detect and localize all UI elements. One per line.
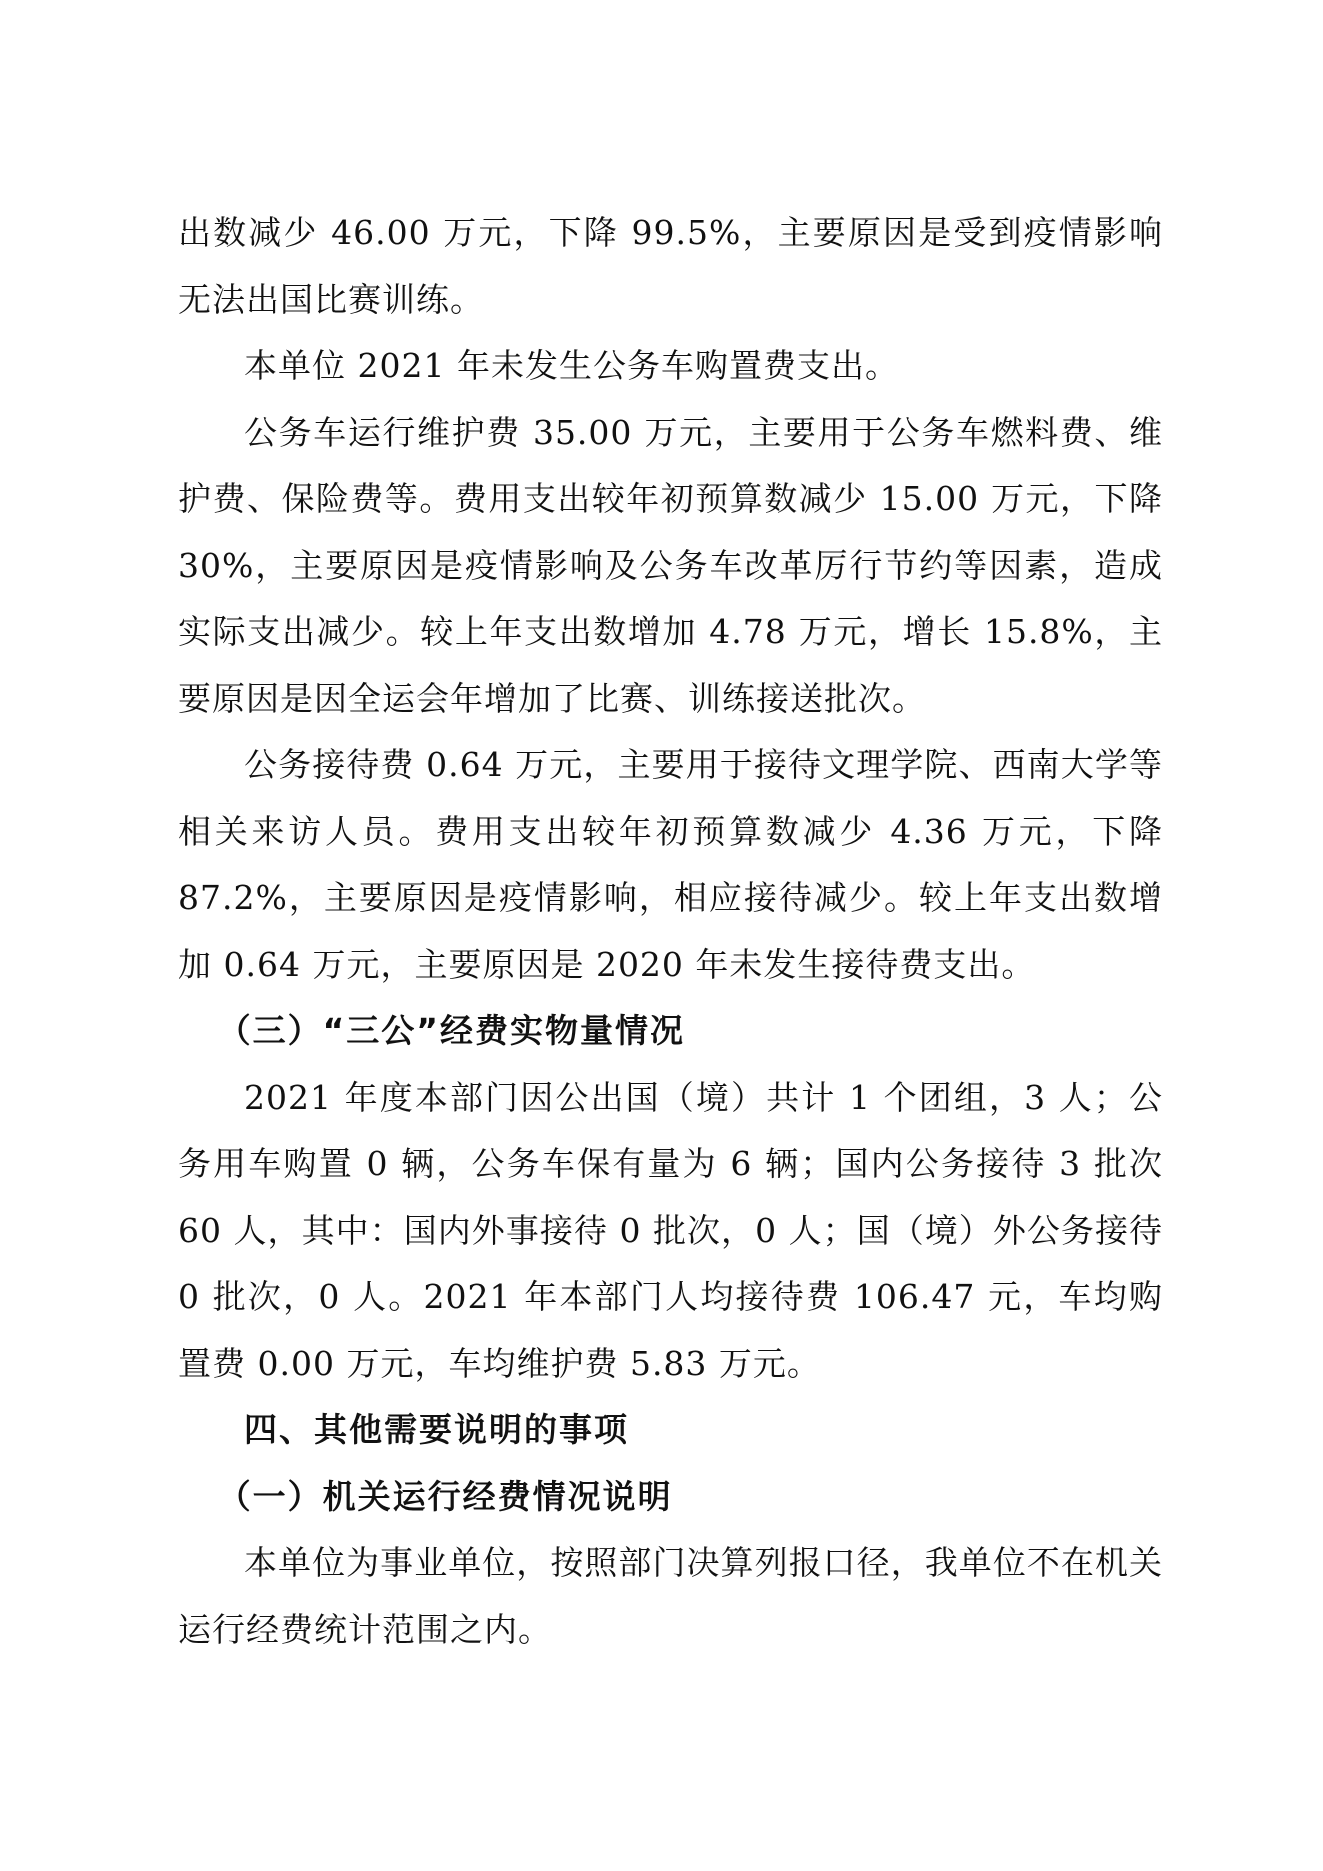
subheading-physical-quantity: （三）“三公”经费实物量情况 <box>217 1011 685 1050</box>
paragraph-continued: 出数减少 46.00 万元，下降 99.5%，主要原因是受到疫情影响无法出国比赛训练。 <box>178 213 1163 319</box>
paragraph-vehicle-maintenance: 公务车运行维护费 35.00 万元，主要用于公务车燃料费、维护费、保险费等。费用支出较年初预算数减少 15.00 万元，下降 30%，主要原因是疫情影响及公务车改革厉行节约等因素，造成实际支出减少。较上年支出数增加 4.78 万元，增长 15.8%，主要原因是因全运会年增加了比赛、训练接送批次。 <box>178 412 1163 718</box>
subheading-operating-funds: （一）机关运行经费情况说明 <box>217 1476 673 1516</box>
paragraph-operating-funds: 本单位为事业单位，按照部门决算列报口径，我单位不在机关运行经费统计范围之内。 <box>178 1543 1163 1649</box>
paragraph-vehicle-purchase: 本单位 2021 年未发生公务车购置费支出。 <box>244 346 899 385</box>
paragraph-reception-fee: 公务接待费 0.64 万元，主要用于接待文理学院、西南大学等相关来访人员。费用支出较年初预算数减少 4.36 万元，下降 87.2%，主要原因是疫情影响，相应接待减少。较上年支出数增加 0.64 万元，主要原因是 2020 年未发生接待费支出。 <box>178 745 1163 984</box>
heading-other-matters: 四、其他需要说明的事项 <box>244 1410 629 1449</box>
document-body <box>178 200 1163 1663</box>
paragraph-physical-quantity: 2021 年度本部门因公出国（境）共计 1 个团组，3 人；公务用车购置 0 辆，公务车保有量为 6 辆；国内公务接待 3 批次 60 人，其中：国内外事接待 0 批次，0 人；国（境）外公务接待 0 批次，0 人。2021 年本部门人均接待费 106.47 元，车均购置费 0.00 万元，车均维护费 5.83 万元。 <box>178 1077 1163 1383</box>
